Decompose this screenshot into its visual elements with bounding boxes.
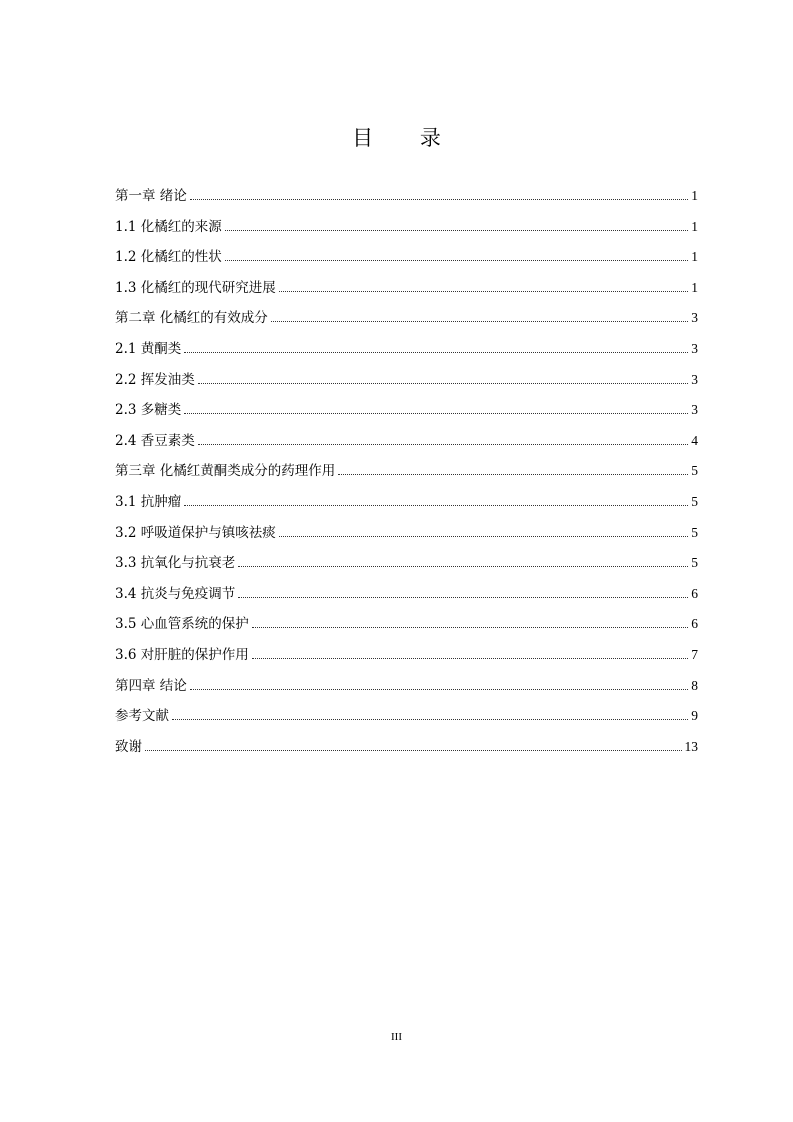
toc-entry[interactable] [115, 215, 698, 246]
toc-entry[interactable] [115, 398, 698, 429]
toc-entry-label: 第二章 化橘红的有效成分 [115, 310, 268, 327]
toc-dot-leader [190, 689, 688, 690]
toc-entry[interactable] [115, 704, 698, 735]
toc-dot-leader [252, 627, 688, 628]
toc-entry[interactable] [115, 459, 698, 490]
toc-dot-leader [184, 505, 688, 506]
toc-entry-label: 1.2 化橘红的性状 [115, 249, 222, 266]
toc-entry[interactable] [115, 490, 698, 521]
toc-dot-leader [279, 291, 688, 292]
toc-dot-leader [184, 352, 688, 353]
toc-entry-label: 2.2 挥发油类 [115, 371, 195, 388]
toc-entry-label: 2.3 多糖类 [115, 402, 182, 419]
toc-entry-page: 5 [691, 555, 698, 571]
toc-entry[interactable] [115, 582, 698, 613]
toc-entry[interactable] [115, 276, 698, 307]
toc-dot-leader [252, 658, 688, 659]
toc-entry-page: 6 [691, 616, 698, 632]
toc-entry-page: 1 [691, 188, 698, 203]
toc-entry[interactable] [115, 368, 698, 399]
toc-entry[interactable] [115, 643, 698, 674]
toc-dot-leader [238, 597, 688, 598]
toc-entry-label: 3.4 抗炎与免疫调节 [115, 585, 236, 602]
toc-entry-page: 5 [691, 493, 698, 509]
toc-dot-leader [338, 474, 688, 475]
toc-dot-leader [145, 750, 682, 751]
toc-entry-label: 第三章 化橘红黄酮类成分的药理作用 [115, 463, 336, 480]
toc-dot-leader [198, 444, 688, 445]
toc-dot-leader [225, 230, 688, 231]
toc-entry-label: 参考文献 [115, 708, 169, 725]
toc-entry-label: 2.1 黄酮类 [115, 340, 182, 357]
toc-entry-page: 7 [691, 646, 698, 662]
toc-entry-label: 3.6 对肝脏的保护作用 [115, 646, 249, 663]
toc-entry-page: 3 [691, 310, 698, 326]
toc-entry-label: 3.5 心血管系统的保护 [115, 616, 249, 633]
toc-entry-label: 第四章 结论 [115, 677, 187, 694]
toc-entry-label: 1.1 化橘红的来源 [115, 218, 222, 235]
toc-entry[interactable] [115, 306, 698, 337]
toc-entry-label: 2.4 香豆素类 [115, 432, 195, 449]
toc-entry-page: 6 [691, 585, 698, 601]
toc-entry-page: 4 [691, 432, 698, 448]
toc-entry-page: 5 [691, 463, 698, 479]
toc-entry-page: 3 [691, 402, 698, 418]
toc-entry-label: 3.3 抗氧化与抗衰老 [115, 555, 236, 572]
page-number: III [391, 1031, 402, 1043]
toc-entry-page: 9 [691, 708, 698, 724]
toc-entry-page: 13 [684, 738, 698, 754]
toc-dot-leader [279, 536, 688, 537]
toc-dot-leader [184, 413, 688, 414]
toc-entry[interactable] [115, 674, 698, 705]
toc-entry[interactable] [115, 429, 698, 460]
toc-entry-page: 1 [691, 218, 698, 234]
toc-entry[interactable] [115, 735, 698, 766]
toc-entry[interactable] [115, 184, 698, 215]
toc-entry-label: 1.3 化橘红的现代研究进展 [115, 279, 276, 296]
toc-entry-page: 3 [691, 371, 698, 387]
toc-entry-label: 第一章 绪论 [115, 188, 187, 204]
page-title: 目 录 [352, 126, 461, 150]
toc-dot-leader [198, 383, 688, 384]
toc-entry-page: 5 [691, 524, 698, 540]
toc-entry-label: 致谢 [115, 738, 142, 755]
toc-dot-leader [271, 321, 688, 322]
toc-entry[interactable] [115, 551, 698, 582]
toc-entry-page: 8 [691, 677, 698, 693]
toc-entry[interactable] [115, 337, 698, 368]
toc-entry-label: 3.1 抗肿瘤 [115, 493, 182, 510]
toc-dot-leader [190, 199, 688, 200]
toc-entry-page: 3 [691, 340, 698, 356]
toc-dot-leader [172, 719, 688, 720]
toc-dot-leader [238, 566, 688, 567]
toc-entry[interactable] [115, 612, 698, 643]
toc-entry-page: 1 [691, 249, 698, 265]
toc-entry-label: 3.2 呼吸道保护与镇咳祛痰 [115, 524, 276, 541]
toc-entry-page: 1 [691, 279, 698, 295]
toc-dot-leader [225, 260, 688, 261]
toc-entry[interactable] [115, 521, 698, 552]
table-of-contents [115, 184, 698, 765]
toc-entry[interactable] [115, 245, 698, 276]
